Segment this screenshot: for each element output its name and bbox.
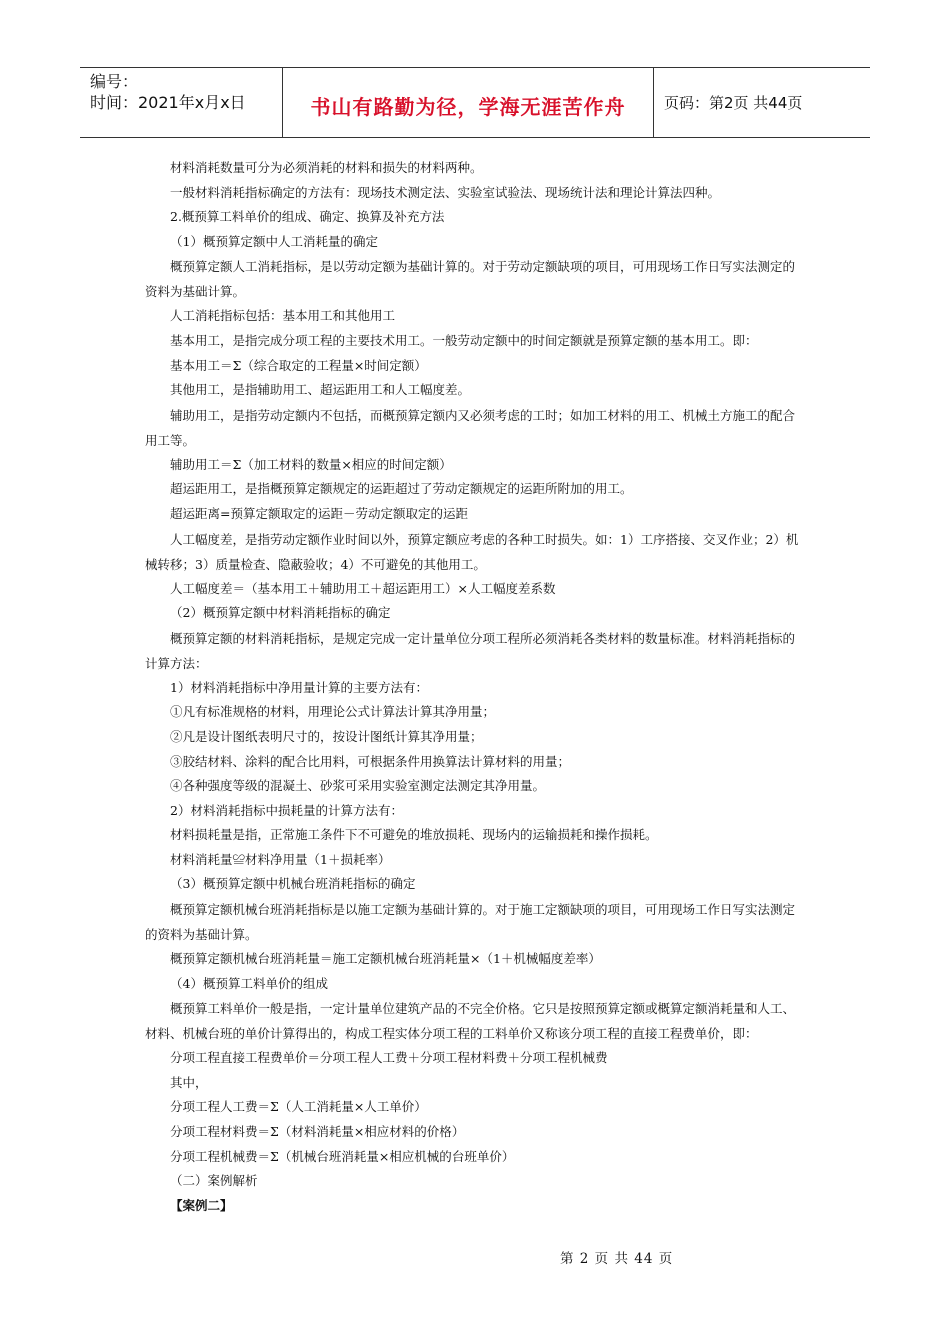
paragraph: 超运距用工，是指概预算定额规定的运距超过了劳动定额规定的运距所附加的用工。 [170,481,633,497]
formula: 超运距离=预算定额取定的运距－劳动定额取定的运距 [170,505,468,521]
list-item: ③胶结材料、涂料的配合比用料，可根据条件用换算法计算材料的用量； [170,753,571,769]
header-motto-cell [282,68,654,137]
subsection-heading: （1）概预算定额中人工消耗量的确定 [170,233,378,249]
formula: 分项工程材料费＝Σ（材料消耗量×相应材料的价格） [170,1124,465,1140]
paragraph: 基本用工，是指完成分项工程的主要技术用工。一般劳动定额中的时间定额就是预算定额的基本用工。即： [170,332,758,348]
paragraph: 概预算工料单价一般是指，一定计量单位建筑产品的不完全价格。它只是按照预算定额或概算定额消耗量和人工、材料、机械台班的单价计算得出的，构成工程实体分项工程的工料单价又称该分项工程的直接工程费单价，即： [145,1001,796,1042]
header-page-info: 页码：第2页 共44页 [664,94,803,112]
paragraph: 材料消耗数量可分为必须消耗的材料和损失的材料两种。 [170,160,483,175]
paragraph: 概预算定额的材料消耗指标，是规定完成一定计量单位分项工程所必须消耗各类材料的数量标准。材料消耗指标的计算方法： [145,630,796,671]
header-motto: 书山有路勤为径，学海无涯苦作舟 [310,95,626,119]
paragraph: 人工消耗指标包括：基本用工和其他用工 [170,308,396,324]
page-header [80,67,870,138]
section-heading: （二）案例解析 [170,1173,258,1189]
page-footer: 第 2 页 共 44 页 [560,1251,674,1267]
list-item: ④各种强度等级的混凝土、砂浆可采用实验室测定法测定其净用量。 [170,778,546,794]
paragraph: 概预算定额机械台班消耗指标是以施工定额为基础计算的。对于施工定额缺项的项目，可用现场工作日写实法测定的资料为基础计算。 [145,902,796,943]
list-item: ①凡有标准规格的材料，用理论公式计算法计算其净用量； [170,704,496,720]
paragraph: 人工幅度差，是指劳动定额作业时间以外，预算定额应考虑的各种工时损失。如：1）工序搭接、交叉作业；2）机械转移；3）质量检查、隐蔽验收；4）不可避免的其他用工。 [145,531,799,572]
subsection-heading: （2）概预算定额中材料消耗指标的确定 [170,605,391,621]
document-number-label: 编号： [90,72,139,91]
subsection-heading: （3）概预算定额中机械台班消耗指标的确定 [170,876,416,892]
formula: 分项工程人工费＝Σ（人工消耗量×人工单价） [170,1099,427,1115]
formula: 人工幅度差＝（基本用工＋辅助用工＋超运距用工）×人工幅度差系数 [170,580,556,596]
paragraph: 2）材料消耗指标中损耗量的计算方法有： [170,802,403,818]
subsection-heading: （4）概预算工料单价的组成 [170,975,328,991]
paragraph: 1）材料消耗指标中净用量计算的主要方法有： [170,679,428,695]
formula: 分项工程机械费＝Σ（机械台班消耗量×相应机械的台班单价） [170,1148,515,1164]
paragraph: 其中， [170,1074,208,1090]
paragraph: 材料损耗量是指，正常施工条件下不可避免的堆放损耗、现场内的运输损耗和操作损耗。 [170,827,658,843]
paragraph: 一般材料消耗指标确定的方法有：现场技术测定法、实验室试验法、现场统计法和理论计算法四种。 [170,184,721,200]
section-heading: 2.概预算工料单价的组成、确定、换算及补充方法 [170,209,445,225]
formula: 概预算定额机械台班消耗量＝施工定额机械台班消耗量×（1＋机械幅度差率） [170,951,601,967]
document-body [145,160,805,1222]
formula: 基本用工＝Σ（综合取定的工程量×时间定额） [170,357,427,373]
list-item: ②凡是设计图纸表明尺寸的，按设计图纸计算其净用量； [170,728,483,744]
formula: 分项工程直接工程费单价＝分项工程人工费＋分项工程材料费＋分项工程机械费 [170,1050,608,1066]
formula: 辅助用工＝Σ（加工材料的数量×相应的时间定额） [170,456,452,472]
paragraph: 概预算定额人工消耗指标，是以劳动定额为基础计算的。对于劳动定额缺项的项目，可用现场工作日写实法测定的资料为基础计算。 [145,259,796,300]
paragraph: 其他用工，是指辅助用工、超运距用工和人工幅度差。 [170,382,471,398]
header-meta [80,68,282,137]
paragraph: 辅助用工，是指劳动定额内不包括，而概预算定额内又必须考虑的工时；如加工材料的用工、机械土方施工的配合用工等。 [145,407,796,448]
formula: 材料消耗量≌材料净用量（1＋损耗率） [170,851,391,867]
document-time-label: 时间：2021年x月x日 [90,93,246,112]
case-heading: 【案例二】 [170,1197,233,1213]
